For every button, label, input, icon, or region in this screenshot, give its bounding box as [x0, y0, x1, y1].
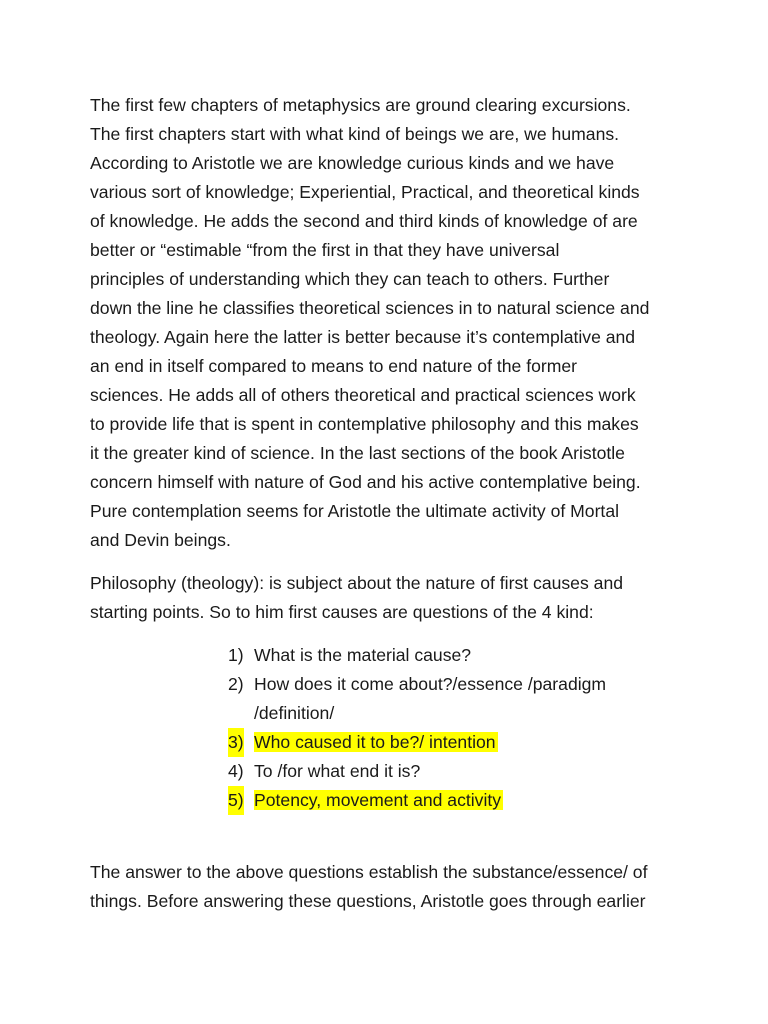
list-item-highlighted	[228, 728, 688, 757]
text-line: concern himself with nature of God and his active contemplative being.	[90, 472, 641, 492]
text-line: to provide life that is spent in contemplative philosophy and this makes	[90, 414, 639, 434]
text-line: The first few chapters of metaphysics are ground clearing excursions.	[90, 95, 631, 115]
text-line: Philosophy (theology): is subject about the nature of first causes and	[90, 573, 624, 593]
text-line: down the line he classifies theoretical sciences in to natural science and	[90, 298, 650, 318]
list-item	[228, 641, 688, 670]
list-number: 3)	[228, 728, 244, 757]
answer-paragraph	[90, 858, 690, 916]
list-item-text	[254, 786, 688, 815]
text-line: things. Before answering these questions, Aristotle goes through earlier	[90, 891, 646, 911]
intro-paragraph	[90, 91, 690, 555]
text-line: Pure contemplation seems for Aristotle the ultimate activity of Mortal	[90, 501, 620, 521]
text-line: theology. Again here the latter is better because it’s contemplative and	[90, 327, 636, 347]
text-line: various sort of knowledge; Experiential, Practical, and theoretical kinds	[90, 182, 640, 202]
list-number: 1)	[228, 645, 244, 665]
list-item-text: To /for what end it is?	[254, 761, 421, 781]
list-item	[228, 670, 688, 728]
philosophy-paragraph	[90, 569, 690, 627]
list-item-text: What is the material cause?	[254, 645, 472, 665]
text-line: The answer to the above questions establish the substance/essence/ of	[90, 862, 648, 882]
text-line: The first chapters start with what kind of beings we are, we humans.	[90, 124, 620, 144]
text-highlight: Who caused it to be?/ intention	[254, 732, 496, 752]
text-line: sciences. He adds all of others theoretical and practical sciences work	[90, 385, 636, 405]
list-item-highlighted	[228, 786, 688, 815]
text-line: an end in itself compared to means to end nature of the former	[90, 356, 578, 376]
causes-list	[228, 641, 688, 815]
text-line: According to Aristotle we are knowledge curious kinds and we have	[90, 153, 615, 173]
list-item	[228, 757, 688, 786]
text-line: it the greater kind of science. In the last sections of the book Aristotle	[90, 443, 625, 463]
text-line: principles of understanding which they can teach to others. Further	[90, 269, 610, 289]
text-line: of knowledge. He adds the second and third kinds of knowledge of are	[90, 211, 638, 231]
list-number: 2)	[228, 674, 244, 694]
text-line: and Devin beings.	[90, 530, 231, 550]
list-number: 5)	[228, 786, 244, 815]
text-highlight: Potency, movement and activity	[254, 790, 502, 810]
text-line: starting points. So to him first causes are questions of the 4 kind:	[90, 602, 594, 622]
list-item-text: How does it come about?/essence /paradigm	[254, 674, 607, 694]
text-line: better or “estimable “from the first in that they have universal	[90, 240, 560, 260]
list-item-text	[254, 728, 688, 757]
list-item-text: /definition/	[254, 703, 335, 723]
list-number: 4)	[228, 761, 244, 781]
